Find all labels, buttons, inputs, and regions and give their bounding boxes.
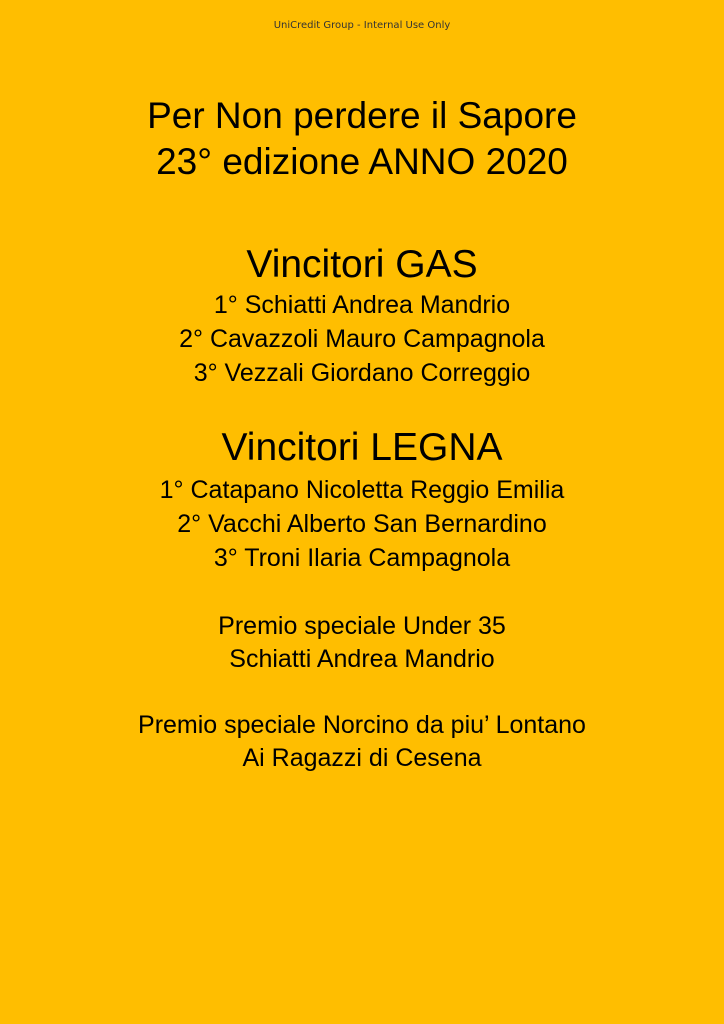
gas-winner-1: 1° Schiatti Andrea Mandrio bbox=[213, 291, 511, 319]
gas-heading: Vincitori GAS bbox=[246, 243, 478, 286]
legna-heading: Vincitori LEGNA bbox=[221, 426, 503, 469]
legna-winner-2: 2° Vacchi Alberto San Bernardino bbox=[177, 510, 547, 538]
legna-winner-3: 3° Troni Ilaria Campagnola bbox=[213, 544, 511, 572]
under35-heading: Premio speciale Under 35 bbox=[218, 612, 506, 640]
norcino-heading: Premio speciale Norcino da piu’ Lontano bbox=[138, 711, 586, 739]
title-line-2: 23° edizione ANNO 2020 bbox=[156, 141, 568, 182]
gas-winner-3: 3° Vezzali Giordano Correggio bbox=[193, 359, 531, 387]
classification-label: UniCredit Group - Internal Use Only bbox=[273, 20, 451, 31]
title-line-1: Per Non perdere il Sapore bbox=[147, 95, 577, 136]
under35-winner: Schiatti Andrea Mandrio bbox=[229, 645, 495, 673]
norcino-winner: Ai Ragazzi di Cesena bbox=[242, 744, 482, 772]
legna-winner-1: 1° Catapano Nicoletta Reggio Emilia bbox=[159, 476, 565, 504]
gas-winner-2: 2° Cavazzoli Mauro Campagnola bbox=[179, 325, 545, 353]
